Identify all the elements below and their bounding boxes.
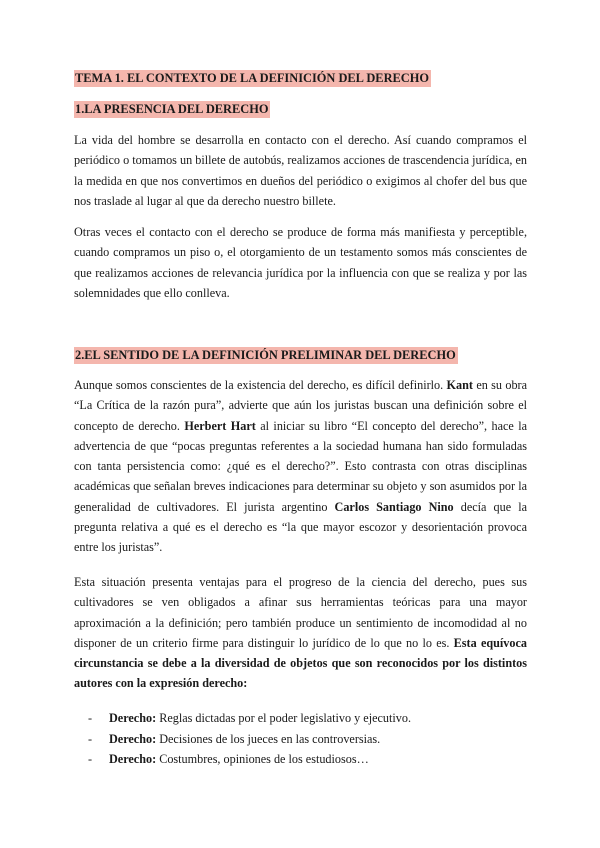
list-item <box>88 708 528 729</box>
dash-bullet: - <box>88 731 93 746</box>
list-item-label: Derecho: <box>109 711 157 725</box>
list-item-text: Decisiones de los jueces en las controversias. <box>156 731 381 746</box>
bold-statement: Esta equívoca circunstancia se debe a la diversidad de objetos que son reconocidos por los distintos autores con la expresión derecho: <box>74 635 527 691</box>
author-kant: Kant <box>446 378 473 392</box>
list-item-label: Derecho: <box>109 731 157 746</box>
text-run: Aunque somos conscientes de la existencia del derecho, es difícil definirlo. <box>74 378 447 392</box>
section-2-heading: 2.EL SENTIDO DE LA DEFINICIÓN PRELIMINAR DEL DERECHO <box>75 348 456 362</box>
section-1-heading: 1.LA PRESENCIA DEL DERECHO <box>75 102 269 116</box>
section-1-paragraph-1: La vida del hombre se desarrolla en contacto con el derecho. Así cuando compramos el periódico o tomamos un billete de autobús, realizamos acciones de trascendencia jurídica, en la medida en que nos convertimos en dueños del periódico o exigimos al chofer del bus que nos traslade al lugar al que da derecho nuestro billete. <box>74 133 527 208</box>
definitions-list <box>88 708 528 770</box>
text-run: Esta situación presenta ventajas para el progreso de la ciencia del derecho, pues sus cultivadores se ven obligados a afinar sus herramientas teóricas para una mayor aproximación a la definición; pero también produce un sentimiento de incomodidad al no disponer de un criterio firme para distinguir lo jurídico de lo que no lo es. <box>74 575 527 650</box>
list-item-label: Derecho: <box>109 752 157 766</box>
text-run: decía que la pregunta relativa a qué es el derecho es “la que mayor escozor y desorientación provoca entre los juristas”. <box>74 499 527 555</box>
author-nino: Carlos Santiago Nino <box>334 499 454 514</box>
list-item <box>88 749 528 770</box>
text-run: en su obra “La Crítica de la razón pura”, advierte que aún los juristas buscan una definición sobre el concepto de derecho. <box>74 378 528 433</box>
section-2-paragraph-1 <box>74 375 527 558</box>
author-hart: Herbert Hart <box>184 418 256 433</box>
list-item-text: Costumbres, opiniones de los estudiosos… <box>156 752 369 766</box>
list-item <box>88 729 528 750</box>
section-1-paragraph-2: Otras veces el contacto con el derecho se produce de forma más manifiesta y perceptible, cuando compramos un piso o, el otorgamiento de un testamento somos más conscientes de que realizamos acciones de relevancia jurídica por la influencia con que se realiza y por las solemnidades que ello conlleva. <box>74 225 527 300</box>
dash-bullet: - <box>88 711 93 725</box>
section-2-paragraph-2 <box>74 572 527 694</box>
document-title: TEMA 1. EL CONTEXTO DE LA DEFINICIÓN DEL DERECHO <box>75 71 430 85</box>
list-item-text: Reglas dictadas por el poder legislativo y ejecutivo. <box>156 711 412 725</box>
text-run: al iniciar su libro “El concepto del derecho”, hace la advertencia de que “pocas preguntas referentes a la sociedad humana han sido formuladas con tanta persistencia como: ¿qué es el derecho?”. Esto contrasta con otras disciplinas académicas que señalan breves indicaciones para determinar su objeto y son asumidos por la generalidad de cultivadores. El jurista argentino <box>74 418 528 514</box>
dash-bullet: - <box>88 752 93 766</box>
